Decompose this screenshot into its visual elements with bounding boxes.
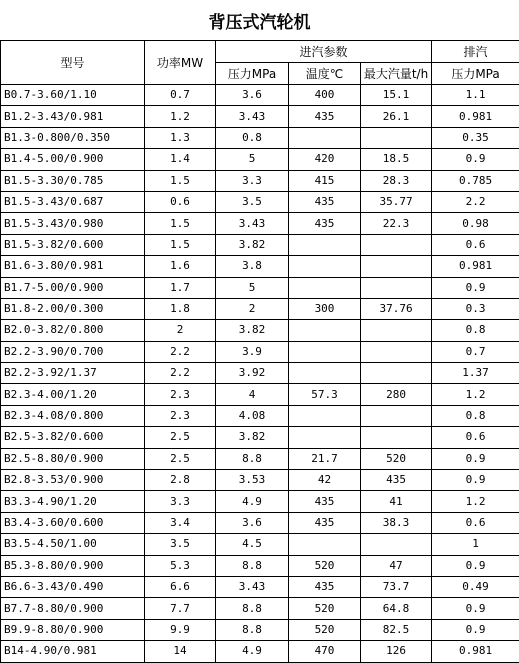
cell-model: B1.6-3.80/0.981 <box>1 256 145 277</box>
cell-inlet-pressure: 3.82 <box>216 320 289 341</box>
cell-max-flow: 280 <box>361 384 432 405</box>
cell-exhaust-pressure: 0.9 <box>432 277 519 298</box>
cell-inlet-pressure: 8.8 <box>216 598 289 619</box>
cell-power: 2.3 <box>145 405 216 426</box>
cell-inlet-pressure: 4.9 <box>216 491 289 512</box>
table-row <box>1 213 519 234</box>
table-row <box>1 448 519 469</box>
cell-inlet-temp: 300 <box>289 298 361 319</box>
table-row <box>1 277 519 298</box>
cell-exhaust-pressure: 2.2 <box>432 191 519 212</box>
cell-model: B1.4-5.00/0.900 <box>1 149 145 170</box>
cell-model: B1.5-3.43/0.980 <box>1 213 145 234</box>
table-row <box>1 405 519 426</box>
cell-max-flow: 37.76 <box>361 298 432 319</box>
cell-inlet-pressure: 4.5 <box>216 534 289 555</box>
cell-exhaust-pressure: 0.9 <box>432 555 519 576</box>
cell-model: B2.8-3.53/0.900 <box>1 470 145 491</box>
cell-power: 5.3 <box>145 555 216 576</box>
cell-exhaust-pressure: 0.8 <box>432 405 519 426</box>
cell-inlet-temp <box>289 127 361 148</box>
cell-inlet-temp <box>289 534 361 555</box>
cell-max-flow: 18.5 <box>361 149 432 170</box>
table-row <box>1 234 519 255</box>
cell-inlet-temp <box>289 277 361 298</box>
cell-inlet-pressure: 4 <box>216 384 289 405</box>
cell-exhaust-pressure: 0.981 <box>432 256 519 277</box>
cell-inlet-pressure: 3.43 <box>216 213 289 234</box>
cell-inlet-temp: 400 <box>289 85 361 106</box>
cell-exhaust-pressure: 0.9 <box>432 448 519 469</box>
cell-inlet-pressure: 3.53 <box>216 470 289 491</box>
cell-exhaust-pressure: 0.6 <box>432 427 519 448</box>
cell-inlet-temp <box>289 341 361 362</box>
cell-power: 1.5 <box>145 234 216 255</box>
cell-model: B6.6-3.43/0.490 <box>1 576 145 597</box>
cell-power: 2.5 <box>145 427 216 448</box>
header-model: 型号 <box>1 41 145 85</box>
cell-max-flow <box>361 234 432 255</box>
table-row <box>1 170 519 191</box>
cell-exhaust-pressure: 0.9 <box>432 470 519 491</box>
cell-inlet-temp: 435 <box>289 491 361 512</box>
cell-inlet-pressure: 3.8 <box>216 256 289 277</box>
cell-model: B1.3-0.800/0.350 <box>1 127 145 148</box>
cell-model: B1.5-3.30/0.785 <box>1 170 145 191</box>
cell-model: B9.9-8.80/0.900 <box>1 619 145 640</box>
cell-inlet-temp: 420 <box>289 149 361 170</box>
table-row <box>1 470 519 491</box>
cell-max-flow <box>361 427 432 448</box>
cell-max-flow: 15.1 <box>361 85 432 106</box>
cell-model: B2.5-8.80/0.900 <box>1 448 145 469</box>
cell-inlet-pressure: 0.8 <box>216 127 289 148</box>
cell-inlet-pressure: 5 <box>216 149 289 170</box>
cell-inlet-temp: 57.3 <box>289 384 361 405</box>
cell-max-flow <box>361 277 432 298</box>
cell-model: B1.8-2.00/0.300 <box>1 298 145 319</box>
cell-power: 1.7 <box>145 277 216 298</box>
table-row <box>1 256 519 277</box>
cell-max-flow <box>361 320 432 341</box>
table-row <box>1 576 519 597</box>
table-row <box>1 491 519 512</box>
cell-max-flow: 35.77 <box>361 191 432 212</box>
cell-inlet-temp: 415 <box>289 170 361 191</box>
cell-inlet-temp: 520 <box>289 619 361 640</box>
cell-exhaust-pressure: 1 <box>432 534 519 555</box>
header-inlet-pressure: 压力MPa <box>216 63 289 85</box>
table-row <box>1 127 519 148</box>
cell-exhaust-pressure: 0.981 <box>432 106 519 127</box>
cell-inlet-temp: 435 <box>289 106 361 127</box>
cell-model: B5.3-8.80/0.900 <box>1 555 145 576</box>
cell-inlet-temp <box>289 256 361 277</box>
cell-max-flow: 41 <box>361 491 432 512</box>
cell-exhaust-pressure: 0.3 <box>432 298 519 319</box>
cell-exhaust-pressure: 0.49 <box>432 576 519 597</box>
cell-exhaust-pressure: 0.98 <box>432 213 519 234</box>
cell-power: 0.6 <box>145 191 216 212</box>
cell-model: B2.2-3.92/1.37 <box>1 363 145 384</box>
cell-power: 1.5 <box>145 213 216 234</box>
cell-power: 1.2 <box>145 106 216 127</box>
page-title: 背压式汽轮机 <box>0 0 519 40</box>
table-row <box>1 384 519 405</box>
cell-exhaust-pressure: 0.8 <box>432 320 519 341</box>
table-row <box>1 534 519 555</box>
cell-max-flow: 126 <box>361 641 432 662</box>
cell-model: B1.2-3.43/0.981 <box>1 106 145 127</box>
cell-exhaust-pressure: 0.9 <box>432 598 519 619</box>
cell-inlet-pressure: 4.08 <box>216 405 289 426</box>
cell-max-flow <box>361 534 432 555</box>
cell-power: 2.2 <box>145 341 216 362</box>
header-inlet-temp: 温度℃ <box>289 63 361 85</box>
cell-max-flow <box>361 405 432 426</box>
cell-exhaust-pressure: 0.7 <box>432 341 519 362</box>
cell-max-flow: 520 <box>361 448 432 469</box>
cell-model: B0.7-3.60/1.10 <box>1 85 145 106</box>
cell-power: 0.7 <box>145 85 216 106</box>
cell-inlet-pressure: 3.43 <box>216 576 289 597</box>
cell-inlet-temp: 435 <box>289 213 361 234</box>
cell-max-flow: 26.1 <box>361 106 432 127</box>
cell-power: 1.6 <box>145 256 216 277</box>
header-row-1 <box>1 41 519 63</box>
cell-exhaust-pressure: 0.6 <box>432 512 519 533</box>
table-row <box>1 191 519 212</box>
cell-exhaust-pressure: 1.2 <box>432 384 519 405</box>
cell-max-flow <box>361 256 432 277</box>
cell-max-flow <box>361 363 432 384</box>
cell-max-flow: 38.3 <box>361 512 432 533</box>
table-row <box>1 427 519 448</box>
cell-power: 6.6 <box>145 576 216 597</box>
turbine-table <box>0 40 519 663</box>
cell-power: 14 <box>145 641 216 662</box>
table-row <box>1 341 519 362</box>
table-row <box>1 106 519 127</box>
cell-power: 2.5 <box>145 448 216 469</box>
cell-max-flow: 435 <box>361 470 432 491</box>
cell-max-flow: 64.8 <box>361 598 432 619</box>
cell-power: 1.4 <box>145 149 216 170</box>
cell-model: B7.7-8.80/0.900 <box>1 598 145 619</box>
cell-inlet-pressure: 3.82 <box>216 234 289 255</box>
cell-model: B2.3-4.08/0.800 <box>1 405 145 426</box>
cell-power: 2.3 <box>145 384 216 405</box>
table-row <box>1 298 519 319</box>
cell-inlet-temp <box>289 427 361 448</box>
cell-model: B1.7-5.00/0.900 <box>1 277 145 298</box>
cell-max-flow: 22.3 <box>361 213 432 234</box>
cell-exhaust-pressure: 1.1 <box>432 85 519 106</box>
cell-model: B14-4.90/0.981 <box>1 641 145 662</box>
table-row <box>1 641 519 662</box>
table-row <box>1 555 519 576</box>
cell-exhaust-pressure: 0.6 <box>432 234 519 255</box>
cell-inlet-temp: 21.7 <box>289 448 361 469</box>
cell-inlet-pressure: 8.8 <box>216 619 289 640</box>
cell-model: B2.0-3.82/0.800 <box>1 320 145 341</box>
cell-model: B2.2-3.90/0.700 <box>1 341 145 362</box>
cell-model: B2.3-4.00/1.20 <box>1 384 145 405</box>
cell-power: 2.2 <box>145 363 216 384</box>
cell-inlet-pressure: 8.8 <box>216 555 289 576</box>
cell-inlet-temp: 435 <box>289 512 361 533</box>
table-row <box>1 512 519 533</box>
cell-exhaust-pressure: 0.9 <box>432 149 519 170</box>
cell-exhaust-pressure: 1.2 <box>432 491 519 512</box>
cell-inlet-pressure: 3.82 <box>216 427 289 448</box>
table-row <box>1 320 519 341</box>
cell-inlet-pressure: 3.6 <box>216 512 289 533</box>
cell-model: B3.3-4.90/1.20 <box>1 491 145 512</box>
cell-inlet-temp: 42 <box>289 470 361 491</box>
cell-max-flow: 73.7 <box>361 576 432 597</box>
cell-max-flow: 28.3 <box>361 170 432 191</box>
cell-inlet-temp <box>289 405 361 426</box>
cell-model: B3.4-3.60/0.600 <box>1 512 145 533</box>
cell-inlet-temp <box>289 234 361 255</box>
cell-power: 2.8 <box>145 470 216 491</box>
cell-model: B1.5-3.43/0.687 <box>1 191 145 212</box>
cell-model: B3.5-4.50/1.00 <box>1 534 145 555</box>
cell-inlet-pressure: 3.43 <box>216 106 289 127</box>
table-row <box>1 363 519 384</box>
cell-power: 1.3 <box>145 127 216 148</box>
cell-power: 3.5 <box>145 534 216 555</box>
cell-inlet-pressure: 3.9 <box>216 341 289 362</box>
cell-inlet-temp: 470 <box>289 641 361 662</box>
cell-power: 7.7 <box>145 598 216 619</box>
cell-max-flow <box>361 127 432 148</box>
cell-inlet-temp: 435 <box>289 576 361 597</box>
cell-exhaust-pressure: 0.35 <box>432 127 519 148</box>
cell-power: 9.9 <box>145 619 216 640</box>
cell-inlet-temp <box>289 363 361 384</box>
cell-inlet-pressure: 3.3 <box>216 170 289 191</box>
cell-inlet-pressure: 8.8 <box>216 448 289 469</box>
cell-power: 2 <box>145 320 216 341</box>
cell-inlet-temp: 520 <box>289 555 361 576</box>
cell-inlet-pressure: 3.6 <box>216 85 289 106</box>
header-max-flow: 最大汽量t/h <box>361 63 432 85</box>
cell-inlet-temp <box>289 320 361 341</box>
cell-model: B1.5-3.82/0.600 <box>1 234 145 255</box>
cell-exhaust-pressure: 0.981 <box>432 641 519 662</box>
cell-exhaust-pressure: 1.37 <box>432 363 519 384</box>
cell-power: 1.8 <box>145 298 216 319</box>
cell-power: 3.3 <box>145 491 216 512</box>
header-power: 功率MW <box>145 41 216 85</box>
cell-max-flow <box>361 341 432 362</box>
cell-exhaust-pressure: 0.785 <box>432 170 519 191</box>
cell-inlet-pressure: 4.9 <box>216 641 289 662</box>
cell-inlet-pressure: 2 <box>216 298 289 319</box>
cell-inlet-pressure: 5 <box>216 277 289 298</box>
cell-model: B2.5-3.82/0.600 <box>1 427 145 448</box>
cell-inlet-temp: 520 <box>289 598 361 619</box>
cell-max-flow: 47 <box>361 555 432 576</box>
cell-power: 3.4 <box>145 512 216 533</box>
cell-inlet-temp: 435 <box>289 191 361 212</box>
table-row <box>1 598 519 619</box>
header-inlet-group: 进汽参数 <box>216 41 432 63</box>
cell-inlet-pressure: 3.92 <box>216 363 289 384</box>
table-row <box>1 149 519 170</box>
header-exhaust-pressure: 压力MPa <box>432 63 519 85</box>
header-exhaust-group: 排汽 <box>432 41 519 63</box>
cell-exhaust-pressure: 0.9 <box>432 619 519 640</box>
table-row <box>1 619 519 640</box>
cell-inlet-pressure: 3.5 <box>216 191 289 212</box>
cell-max-flow: 82.5 <box>361 619 432 640</box>
cell-power: 1.5 <box>145 170 216 191</box>
table-row <box>1 85 519 106</box>
